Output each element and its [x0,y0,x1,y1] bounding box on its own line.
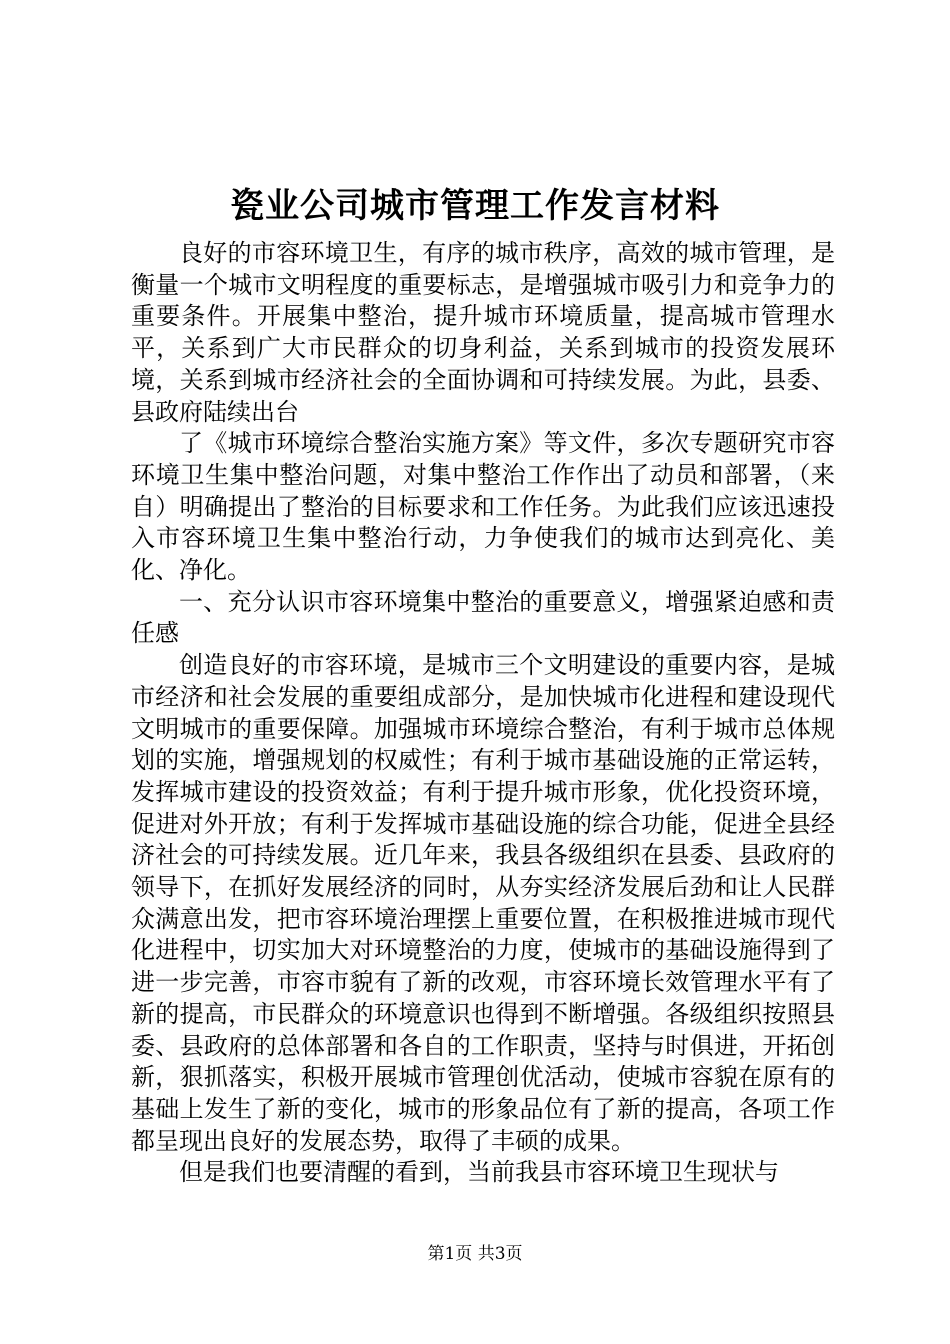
page-footer: 第1页 共3页 [427,1244,523,1264]
paragraph-significance: 创造良好的市容环境，是城市三个文明建设的重要内容，是城市经济和社会发展的重要组成部分，是加快城市化进程和建设现代文明城市的重要保障。加强城市环境综合整治，有利于城市总体规划的实施，增强规划的权威性；有利于城市基础设施的正常运转，发挥城市建设的投资效益；有利于提升城市形象，优化投资环境，促进对外开放；有利于发挥城市基础设施的综合功能，促进全县经济社会的可持续发展。近几年来，我县各级组织在县委、县政府的领导下，在抓好发展经济的同时，从夯实经济发展后劲和让人民群众满意出发，把市容环境治理摆上重要位置，在积极推进城市现代化进程中，切实加大对环境整治的力度，使城市的基础设施得到了进一步完善，市容市貌有了新的改观，市容环境长效管理水平有了新的提高，市民群众的环境意识也得到不断增强。各级组织按照县委、县政府的总体部署和各自的工作职责，坚持与时俱进，开拓创新，狠抓落实，积极开展城市管理创优活动，使城市容貌在原有的基础上发生了新的变化，城市的形象品位有了新的提高，各项工作都呈现出良好的发展态势，取得了丰硕的成果。 [131,651,835,1155]
document-title: 瓷业公司城市管理工作发言材料 [230,186,720,226]
paragraph-intro: 良好的市容环境卫生，有序的城市秩序，高效的城市管理，是衡量一个城市文明程度的重要标志，是增强城市吸引力和竞争力的重要条件。开展集中整治，提升城市环境质量，提高城市管理水平，关系到广大市民群众的切身利益，关系到城市的投资发展环境，关系到城市经济社会的全面协调和可持续发展。为此，县委、县政府陆续出台 [131,239,835,426]
paragraph-current-status: 但是我们也要清醒的看到，当前我县市容环境卫生现状与 [179,1158,779,1187]
section-heading-1: 一、充分认识市容环境集中整治的重要意义，增强紧迫感和责任感 [131,587,835,648]
paragraph-measures: 了《城市环境综合整治实施方案》等文件，多次专题研究市容环境卫生集中整治问题，对集中整治工作作出了动员和部署，（来自）明确提出了整治的目标要求和工作任务。为此我们应该迅速投入市容环境卫生集中整治行动，力争使我们的城市达到亮化、美化、净化。 [131,429,835,585]
document-body [131,238,835,1189]
